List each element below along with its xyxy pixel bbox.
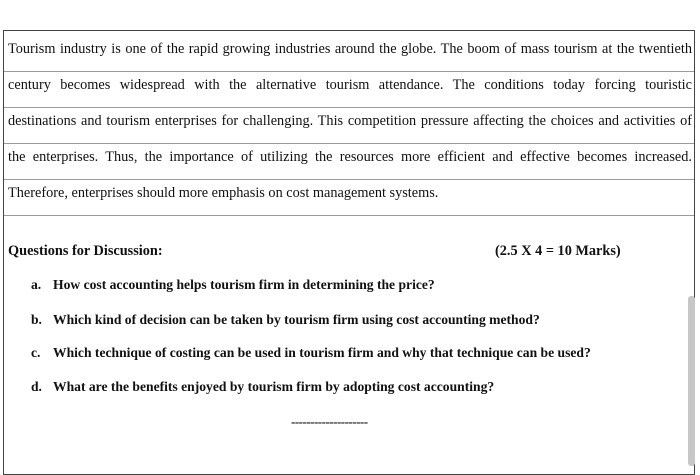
- marks-allocation: (2.5 X 4 = 10 Marks): [495, 243, 621, 259]
- question-item-a: [31, 277, 435, 293]
- rule-line: [4, 179, 694, 180]
- rule-line: [4, 215, 694, 216]
- rule-line: [4, 107, 694, 108]
- end-divider: --------------------: [291, 414, 368, 429]
- paragraph-line-1: Tourism industry is one of the rapid growing industries around the globe. The boom of mass tourism at the twentieth: [8, 41, 692, 57]
- paragraph-line-3: destinations and tourism enterprises for challenging. This competition pressure affecting the choices and activities of: [8, 113, 692, 129]
- document-box: [3, 30, 695, 475]
- rule-line: [4, 71, 694, 72]
- question-item-b: [31, 312, 540, 328]
- question-item-d: [31, 379, 494, 395]
- paragraph-line-5: Therefore, enterprises should more emphasis on cost management systems.: [8, 185, 439, 201]
- question-text: Which kind of decision can be taken by tourism firm using cost accounting method?: [53, 312, 540, 327]
- question-text: How cost accounting helps tourism firm in determining the price?: [53, 277, 435, 292]
- question-letter: b.: [31, 312, 42, 327]
- paragraph-line-4: the enterprises. Thus, the importance of utilizing the resources more efficient and effective becomes increased.: [8, 149, 692, 165]
- question-letter: c.: [31, 345, 41, 360]
- rule-line: [4, 143, 694, 144]
- question-letter: a.: [31, 277, 42, 292]
- questions-heading: Questions for Discussion:: [8, 243, 163, 259]
- paragraph-line-2: century becomes widespread with the alternative tourism attendance. The conditions today forcing touristic: [8, 77, 692, 93]
- question-text: What are the benefits enjoyed by tourism firm by adopting cost accounting?: [53, 379, 495, 394]
- question-item-c: [31, 345, 591, 361]
- scrollbar-thumb[interactable]: [688, 296, 695, 466]
- question-text: Which technique of costing can be used in tourism firm and why that technique can be used?: [53, 345, 591, 360]
- question-letter: d.: [31, 379, 42, 394]
